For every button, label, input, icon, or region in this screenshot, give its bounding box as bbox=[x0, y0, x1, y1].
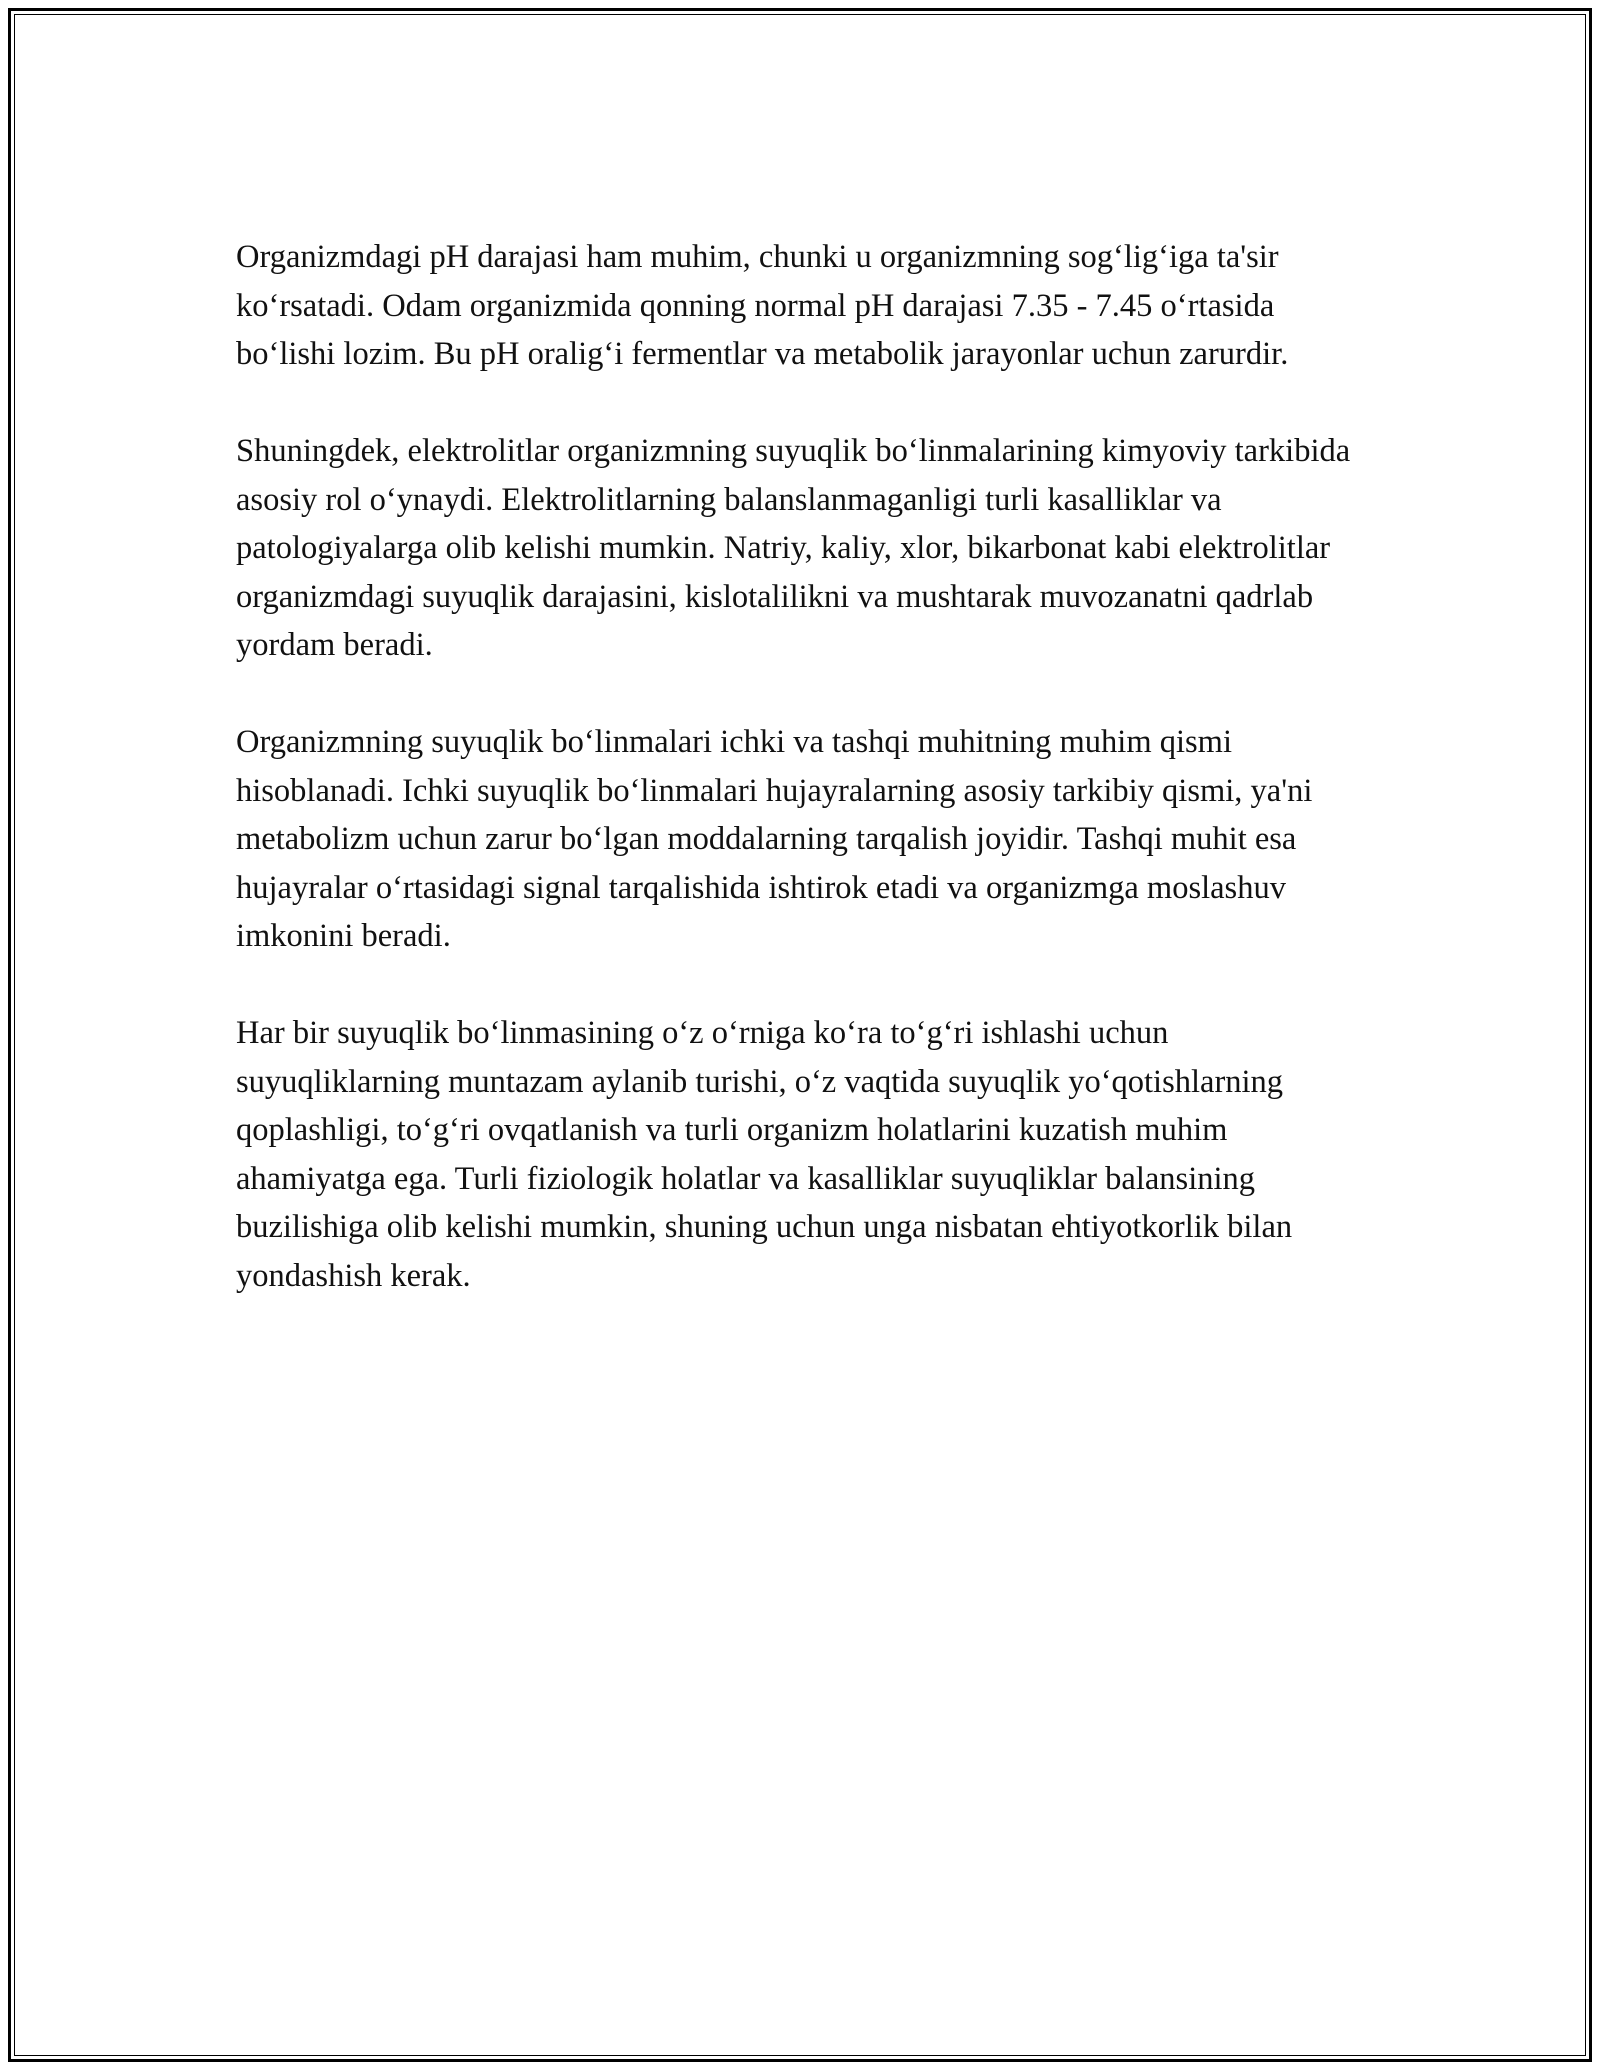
document-body bbox=[236, 233, 1366, 1300]
paragraph-electrolytes: Shuningdek, elektrolitlar organizmning suyuqlik bo‘linmalarining kimyoviy tarkibida asosiy rol o‘ynaydi. Elektrolitlarning balanslanmaganligi turli kasalliklar va patologiyalarga olib kelishi mumkin. Natriy, kaliy, xlor, bikarbonat kabi elektrolitlar organizmdagi suyuqlik darajasini, kislotalilikni va mushtarak muvozanatni qadrlab yordam beradi. bbox=[236, 433, 1351, 663]
paragraph-ph-level: Organizmdagi pH darajasi ham muhim, chunki u organizmning sog‘lig‘iga ta'sir ko‘rsatadi. Odam organizmida qonning normal pH darajasi 7.35 - 7.45 o‘rtasida bo‘lishi lozim. Bu pH oralig‘i fermentlar va metabolik jarayonlar uchun zarurdir. bbox=[236, 239, 1289, 372]
paragraph-fluid-balance: Har bir suyuqlik bo‘linmasining o‘z o‘rniga ko‘ra to‘g‘ri ishlashi uchun suyuqliklarning muntazam aylanib turishi, o‘z vaqtida suyuqlik yo‘qotishlarning qoplashligi, to‘g‘ri ovqatlanish va turli organizm holatlarini kuzatish muhim ahamiyatga ega. Turli fiziologik holatlar va kasalliklar suyuqliklar balansining buzilishiga olib kelishi mumkin, shuning uchun unga nisbatan ehtiyotkorlik bilan yondashish kerak. bbox=[236, 1015, 1293, 1294]
paragraph-fluid-compartments: Organizmning suyuqlik bo‘linmalari ichki va tashqi muhitning muhim qismi hisoblanadi. Ichki suyuqlik bo‘linmalari hujayralarning asosiy tarkibiy qismi, ya'ni metabolizm uchun zarur bo‘lgan moddalarning tarqalish joyidir. Tashqi muhit esa hujayralar o‘rtasidagi signal tarqalishida ishtirok etadi va organizmga moslashuv imkonini beradi. bbox=[236, 724, 1313, 954]
